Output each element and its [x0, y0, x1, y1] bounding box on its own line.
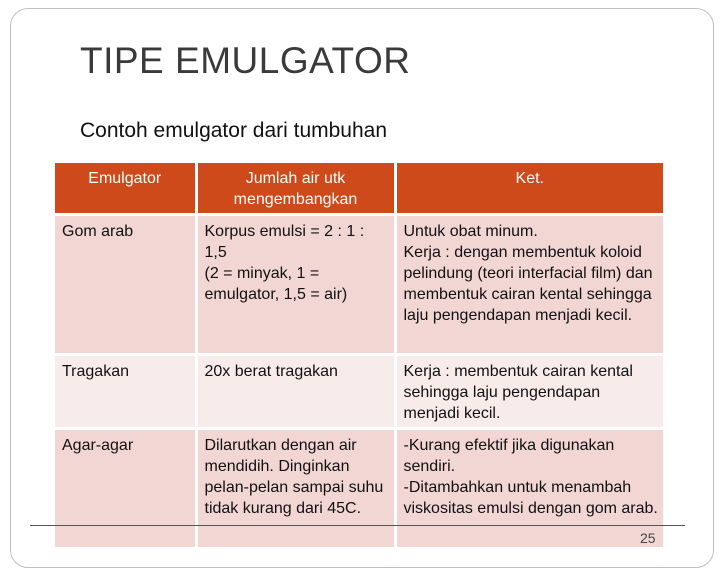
slide-subtitle: Contoh emulgator dari tumbuhan — [80, 119, 388, 142]
cell-jumlah-air: Dilarutkan dengan air mendidih. Dinginkan pelan-pelan sampai suhu tidak kurang dari 45C. — [196, 429, 395, 549]
cell-emulgator: Tragakan — [55, 355, 196, 429]
cell-ket: Kerja : membentuk cairan kental sehingga laju pengendapan menjadi kecil. — [395, 355, 663, 429]
header-jumlah-air: Jumlah air utk mengembangkan — [196, 163, 395, 215]
cell-jumlah-air: 20x berat tragakan — [196, 355, 395, 429]
slide-title: TIPE EMULGATOR — [80, 40, 411, 81]
table-row — [55, 355, 663, 429]
footer-line — [30, 525, 685, 526]
table-row — [55, 215, 663, 355]
cell-emulgator: Agar-agar — [55, 429, 196, 549]
table-row — [55, 429, 663, 549]
header-emulgator: Emulgator — [55, 163, 196, 215]
emulgator-table — [55, 163, 663, 550]
cell-ket: Untuk obat minum. Kerja : dengan membentuk koloid pelindung (teori interfacial film) dan membentuk cairan kental sehingga laju pengendapan menjadi kecil. — [395, 215, 663, 355]
page-number: 25 — [640, 530, 656, 546]
table-header-row — [55, 163, 663, 215]
cell-jumlah-air: Korpus emulsi = 2 : 1 : 1,5 (2 = minyak, 1 = emulgator, 1,5 = air) — [196, 215, 395, 355]
header-ket: Ket. — [395, 163, 663, 215]
cell-emulgator: Gom arab — [55, 215, 196, 355]
cell-ket: -Kurang efektif jika digunakan sendiri. -Ditambahkan untuk menambah viskositas emulsi dengan gom arab. — [395, 429, 663, 549]
